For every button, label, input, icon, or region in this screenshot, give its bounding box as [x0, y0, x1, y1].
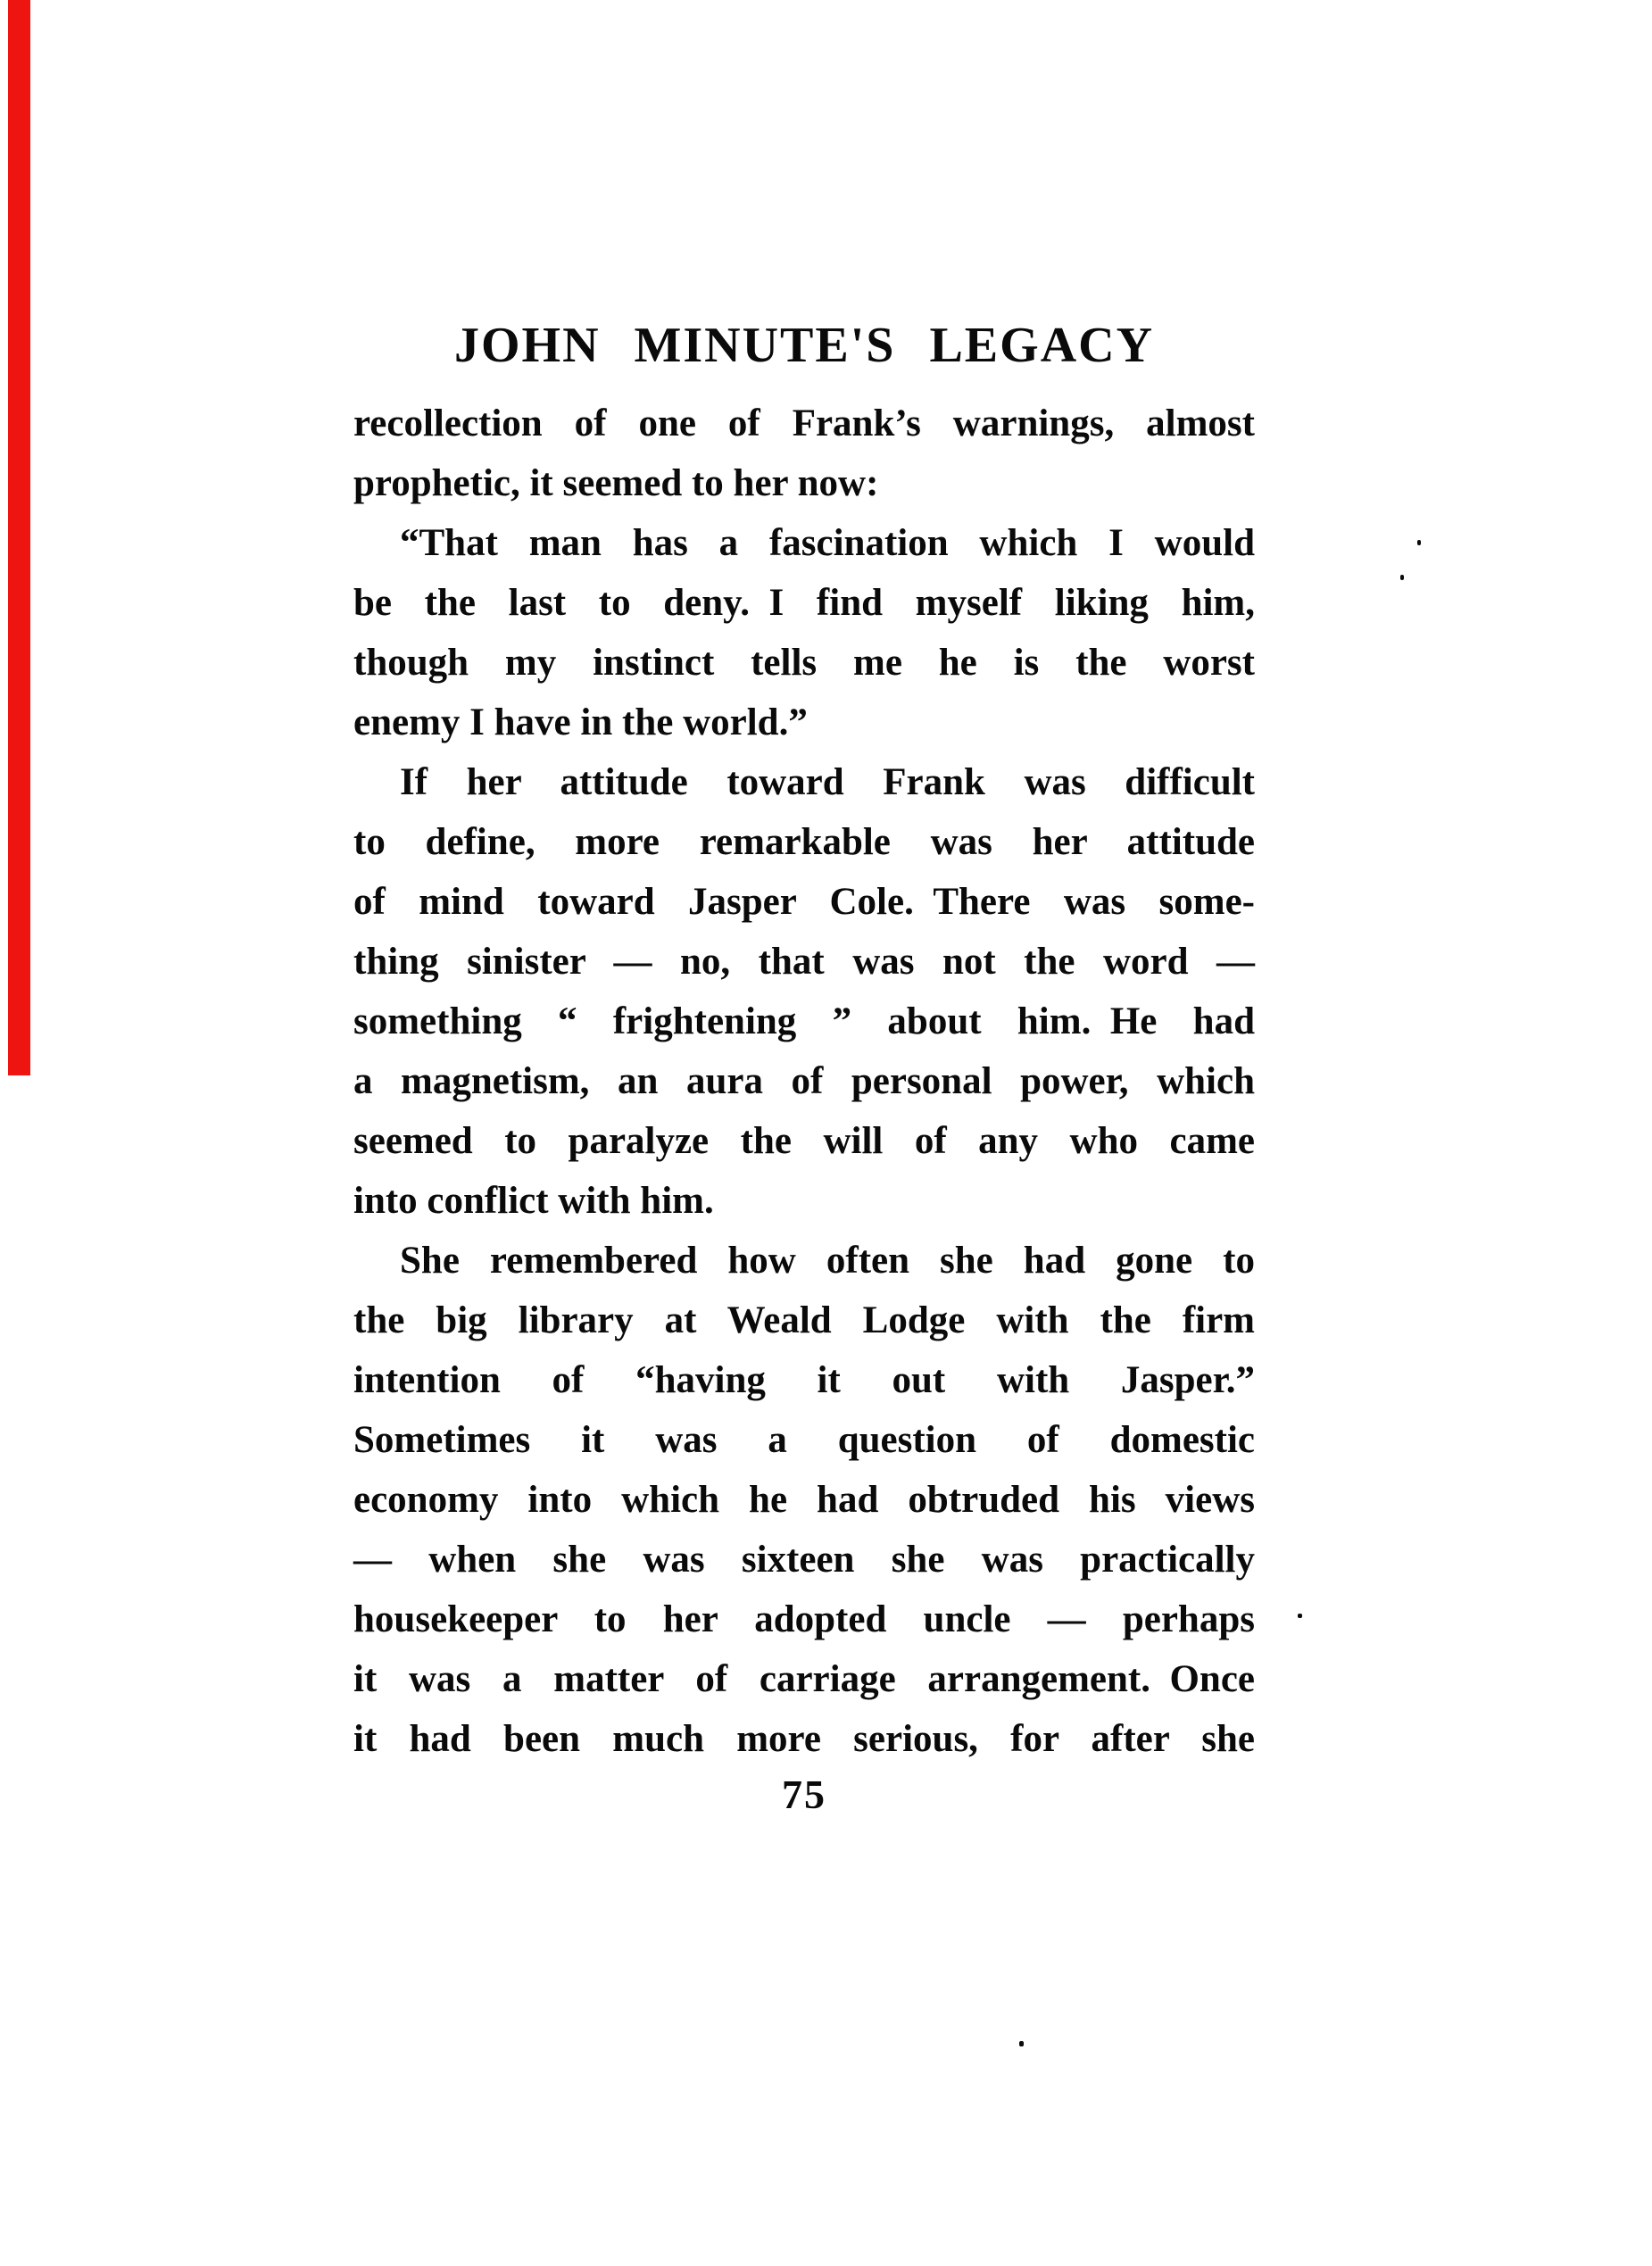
text-line: “That man has a fascination which I would	[400, 522, 1255, 564]
text-line: though my instinct tells me he is the worst	[353, 642, 1255, 684]
text-line: recollection of one of Frank’s warnings, almost	[353, 403, 1255, 444]
text-line: it was a matter of carriage arrangement. Once	[353, 1658, 1255, 1700]
text-line: prophetic, it seemed to her now:	[353, 462, 879, 504]
text-line: Sometimes it was a question of domestic	[353, 1419, 1255, 1461]
text-line: be the last to deny. I find myself liking him,	[353, 582, 1255, 624]
text-line: — when she was sixteen she was practically	[353, 1539, 1255, 1581]
text-line: seemed to paralyze the will of any who came	[353, 1120, 1255, 1162]
text-line: a magnetism, an aura of personal power, which	[353, 1060, 1255, 1102]
running-header-title: JOHN MINUTE'S LEGACY	[453, 318, 1155, 373]
text-line: something “ frightening ” about him. He had	[353, 1000, 1255, 1042]
text-line: the big library at Weald Lodge with the firm	[353, 1299, 1255, 1341]
text-line: intention of “having it out with Jasper.”	[353, 1359, 1255, 1401]
text-line: it had been much more serious, for after she	[353, 1718, 1255, 1760]
text-line: into conflict with him.	[353, 1180, 714, 1222]
text-line: thing sinister — no, that was not the word —	[353, 941, 1255, 983]
text-line: economy into which he had obtruded his views	[353, 1479, 1255, 1521]
left-margin-red-stripe	[8, 0, 30, 1075]
scan-speck	[1400, 575, 1404, 580]
text-line: If her attitude toward Frank was difficult	[400, 761, 1255, 803]
text-line: enemy I have in the world.”	[353, 701, 808, 743]
text-line: housekeeper to her adopted uncle — perhaps	[353, 1598, 1255, 1640]
scan-speck	[1298, 1614, 1302, 1618]
text-line: of mind toward Jasper Cole. There was some-	[353, 881, 1255, 923]
page-number: 75	[782, 1772, 826, 1817]
scan-speck	[1019, 2041, 1024, 2046]
text-line: to define, more remarkable was her attitude	[353, 821, 1255, 863]
scan-speck	[1417, 540, 1421, 545]
body-text-block	[353, 394, 1255, 1769]
text-line: She remembered how often she had gone to	[400, 1240, 1255, 1282]
